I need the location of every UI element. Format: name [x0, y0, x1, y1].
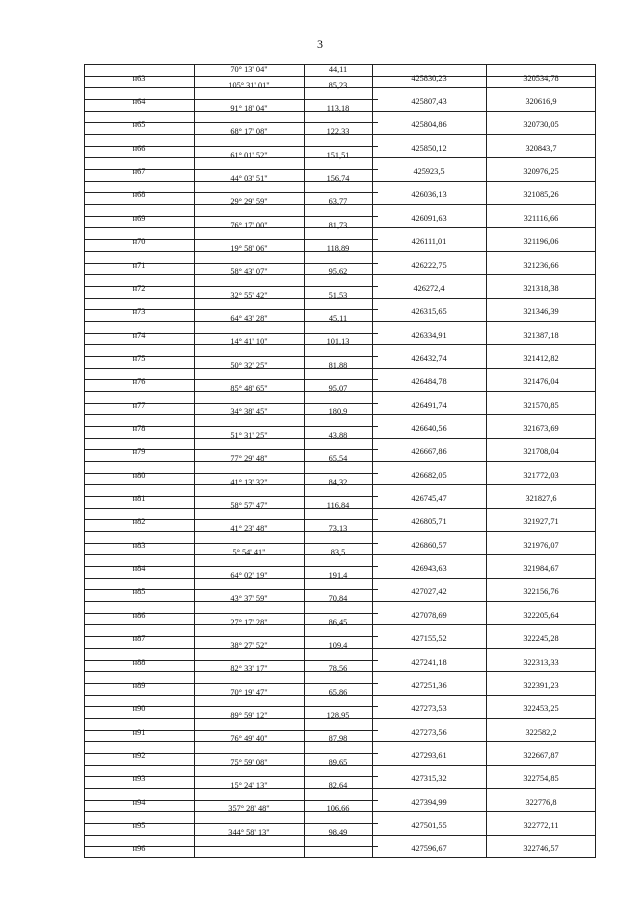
point-x: 427251,36 [411, 680, 447, 690]
point-y: 320534,78 [523, 73, 559, 83]
point-x: 425923,5 [413, 167, 445, 177]
segment-angle: 50° 32' 25" [230, 360, 268, 370]
segment-length: 87,98 [328, 734, 348, 744]
point-y: 321927,71 [523, 517, 559, 527]
point-name: н85 [132, 587, 146, 597]
segment-angle: 14° 41' 10" [230, 337, 268, 347]
point-name: н73 [132, 307, 146, 317]
segment-angle: 51° 31' 25" [230, 430, 268, 440]
segment-angle: 344° 58' 13" [228, 827, 270, 837]
segment-length: 109,4 [328, 640, 348, 650]
point-name: н75 [132, 353, 146, 363]
point-y: 321412,82 [523, 353, 559, 363]
point-y: 322313,33 [523, 657, 559, 667]
point-x: 427596,67 [411, 844, 447, 854]
segment-length: 95,62 [328, 267, 348, 277]
point-x: 426111,01 [411, 237, 447, 247]
point-x: 426667,86 [411, 447, 447, 457]
point-x: 427293,61 [411, 750, 447, 760]
segment-length: 128,95 [326, 711, 350, 721]
segment-angle: 89° 59' 12" [230, 711, 268, 721]
point-y: 320730,05 [523, 120, 559, 130]
point-y: 322156,76 [523, 587, 559, 597]
point-name: н94 [132, 797, 146, 807]
segment-length: 95,07 [328, 384, 348, 394]
point-name: н67 [132, 167, 146, 177]
point-y: 321984,67 [523, 564, 559, 574]
segment-angle: 77° 29' 48" [230, 454, 268, 464]
point-x: 425850,12 [411, 143, 447, 153]
point-y: 320843,7 [525, 143, 557, 153]
point-y: 322776,8 [525, 797, 557, 807]
point-x: 425804,86 [411, 120, 447, 130]
point-y: 321976,07 [523, 540, 559, 550]
segment-length: 43,88 [328, 430, 348, 440]
segment-length: 106,66 [326, 804, 350, 814]
point-name: н87 [132, 634, 146, 644]
point-name: н70 [132, 237, 146, 247]
segment-angle: 75° 59' 08" [230, 757, 268, 767]
point-y: 321236,66 [523, 260, 559, 270]
segment-angle: 19° 58' 06" [230, 243, 268, 253]
point-name: н90 [132, 704, 146, 714]
segment-angle: 64° 43' 28" [230, 314, 268, 324]
segment-angle: 357° 28' 48" [228, 804, 270, 814]
point-y: 322245,28 [523, 634, 559, 644]
segment-angle: 44° 03' 51" [230, 173, 268, 183]
point-name: н91 [132, 727, 146, 737]
point-x: 426091,63 [411, 213, 447, 223]
segment-length: 78,56 [328, 664, 348, 674]
point-y: 322772,11 [523, 820, 559, 830]
point-name: н77 [132, 400, 146, 410]
segment-length: 98,49 [328, 827, 348, 837]
segment-angle: 105° 31' 01" [228, 80, 270, 90]
segment-length: 45,11 [328, 314, 348, 324]
segment-length: 83,5 [330, 547, 346, 557]
segment-angle: 41° 23' 48" [230, 524, 268, 534]
point-x: 426943,63 [411, 564, 447, 574]
segment-angle: 91° 18' 04" [230, 103, 268, 113]
point-y: 321570,85 [523, 400, 559, 410]
point-name: н66 [132, 143, 146, 153]
segment-angle: 29° 29' 59" [230, 197, 268, 207]
segment-length: 85,23 [328, 80, 348, 90]
point-y: 321116,66 [523, 213, 559, 223]
point-name: н76 [132, 377, 146, 387]
segment-angle: 68° 17' 08" [230, 127, 268, 137]
point-name: н92 [132, 750, 146, 760]
segment-angle: 85° 48' 65" [230, 384, 268, 394]
point-name: н64 [132, 97, 146, 107]
segment-length: 116,84 [326, 500, 350, 510]
point-y: 321387,18 [523, 330, 559, 340]
point-name: н68 [132, 190, 146, 200]
segment-length: 73,13 [328, 524, 348, 534]
point-x: 426640,56 [411, 423, 447, 433]
segment-length: 191,4 [328, 570, 348, 580]
point-name: н84 [132, 564, 146, 574]
point-name: н95 [132, 820, 146, 830]
segment-length: 156,74 [326, 173, 350, 183]
point-y: 321673,69 [523, 423, 559, 433]
point-name: н82 [132, 517, 146, 527]
point-y: 322746,57 [523, 844, 559, 854]
point-x: 426222,75 [411, 260, 447, 270]
point-x: 427027,42 [411, 587, 447, 597]
point-y: 322667,87 [523, 750, 559, 760]
point-name: н63 [132, 73, 146, 83]
point-name: н74 [132, 330, 146, 340]
segment-angle: 32° 55' 42" [230, 290, 268, 300]
segment-length: 118,89 [326, 243, 350, 253]
segment-length: 51,53 [328, 290, 348, 300]
segment-length: 84,32 [328, 477, 348, 487]
point-x: 426432,74 [411, 353, 447, 363]
point-x: 425830,23 [411, 73, 447, 83]
point-x: 427241,18 [411, 657, 447, 667]
segment-length: 101,13 [326, 337, 350, 347]
point-name: н81 [132, 494, 146, 504]
segment-angle: 76° 49' 40" [230, 734, 268, 744]
segment-length: 89,65 [328, 757, 348, 767]
point-name: н72 [132, 283, 146, 293]
point-y: 321085,26 [523, 190, 559, 200]
segment-length: 113,18 [326, 103, 350, 113]
point-x: 426491,74 [411, 400, 447, 410]
segment-length: 180,9 [328, 407, 348, 417]
segment-angle: 70° 19' 47" [230, 687, 268, 697]
point-x: 427273,53 [411, 704, 447, 714]
segment-length: 151,51 [326, 150, 350, 160]
point-y: 320976,25 [523, 167, 559, 177]
point-name: н93 [132, 774, 146, 784]
point-name: н78 [132, 423, 146, 433]
segment-length: 86,45 [328, 617, 348, 627]
point-x: 427394,99 [411, 797, 447, 807]
point-y: 321772,03 [523, 470, 559, 480]
point-y: 322391,23 [523, 680, 559, 690]
coordinates-table [84, 64, 596, 858]
point-name: н71 [132, 260, 146, 270]
point-x: 426272,4 [413, 283, 445, 293]
point-x: 427078,69 [411, 610, 447, 620]
point-name: н96 [132, 844, 146, 854]
point-y: 321708,04 [523, 447, 559, 457]
point-y: 320616,9 [525, 97, 557, 107]
point-x: 426036,13 [411, 190, 447, 200]
point-x: 426334,91 [411, 330, 447, 340]
segment-angle: 64° 02' 19" [230, 570, 268, 580]
point-y: 322582,2 [525, 727, 557, 737]
segment-angle: 61° 01' 52" [230, 150, 268, 160]
segment-angle: 27° 17' 28" [230, 617, 268, 627]
segment-angle: 43° 37' 59" [230, 594, 268, 604]
segment-angle: 70° 13' 04" [230, 64, 268, 74]
segment-angle: 58° 43' 07" [230, 267, 268, 277]
point-name: н86 [132, 610, 146, 620]
segment-angle: 82° 33' 17" [230, 664, 268, 674]
segment-length: 63,77 [328, 197, 348, 207]
point-y: 321827,6 [525, 494, 557, 504]
point-y: 322453,25 [523, 704, 559, 714]
point-name: н83 [132, 540, 146, 550]
point-name: н79 [132, 447, 146, 457]
segment-angle: 15° 24' 13" [230, 781, 268, 791]
point-y: 321196,06 [523, 237, 559, 247]
point-name: н88 [132, 657, 146, 667]
point-y: 322205,64 [523, 610, 559, 620]
point-x: 426805,71 [411, 517, 447, 527]
point-name: н69 [132, 213, 146, 223]
segment-length: 65,86 [328, 687, 348, 697]
segment-angle: 58° 57' 47" [230, 500, 268, 510]
table-row-line [84, 857, 596, 858]
segment-angle: 76° 17' 00" [230, 220, 268, 230]
point-y: 322754,85 [523, 774, 559, 784]
point-x: 426315,65 [411, 307, 447, 317]
point-y: 321346,39 [523, 307, 559, 317]
point-x: 425807,43 [411, 97, 447, 107]
segment-length: 70,84 [328, 594, 348, 604]
segment-length: 122,33 [326, 127, 350, 137]
segment-angle: 34° 38' 45" [230, 407, 268, 417]
point-name: н65 [132, 120, 146, 130]
point-y: 321318,38 [523, 283, 559, 293]
segment-length: 44,11 [328, 64, 348, 74]
segment-angle: 41° 13' 32" [230, 477, 268, 487]
point-name: н89 [132, 680, 146, 690]
segment-angle: 5° 54' 41" [232, 547, 266, 557]
point-x: 426745,47 [411, 494, 447, 504]
point-x: 426682,05 [411, 470, 447, 480]
page-number: 3 [317, 37, 323, 51]
point-name: н80 [132, 470, 146, 480]
segment-angle: 38° 27' 52" [230, 640, 268, 650]
point-x: 427315,32 [411, 774, 447, 784]
point-x: 426860,57 [411, 540, 447, 550]
point-x: 427501,55 [411, 820, 447, 830]
segment-length: 82,64 [328, 781, 348, 791]
segment-length: 65,54 [328, 454, 348, 464]
segment-length: 81,88 [328, 360, 348, 370]
point-y: 321476,04 [523, 377, 559, 387]
point-x: 427273,56 [411, 727, 447, 737]
segment-length: 81,73 [328, 220, 348, 230]
point-x: 426484,78 [411, 377, 447, 387]
point-x: 427155,52 [411, 634, 447, 644]
